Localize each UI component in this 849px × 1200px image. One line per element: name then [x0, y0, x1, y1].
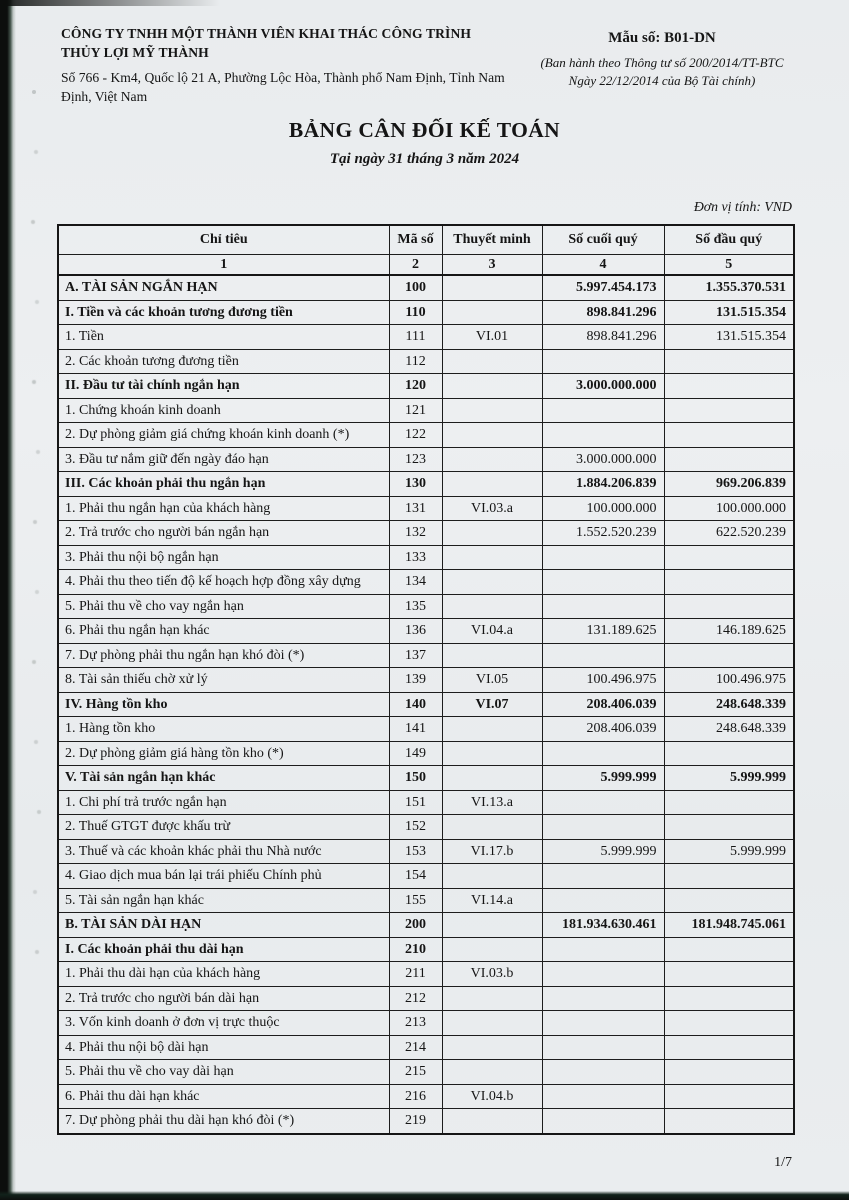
table-row [58, 692, 794, 717]
cell-end-quarter [542, 962, 664, 987]
cell-start-quarter [664, 888, 794, 913]
cell-note [442, 275, 542, 300]
cell-label: 4. Phải thu nội bộ dài hạn [58, 1035, 389, 1060]
cell-code: 211 [389, 962, 442, 987]
table-row [58, 521, 794, 546]
cell-label: II. Đầu tư tài chính ngắn hạn [58, 374, 389, 399]
form-note-line2: Ngày 22/12/2014 của Bộ Tài chính) [568, 72, 756, 88]
column-header-end-quarter: Số cuối quý [542, 225, 664, 254]
table-row [58, 913, 794, 938]
cell-note [442, 815, 542, 840]
cell-start-quarter: 100.496.975 [664, 668, 794, 693]
column-header-row [58, 225, 794, 254]
table-row [58, 741, 794, 766]
cell-code: 132 [389, 521, 442, 546]
cell-end-quarter [542, 1060, 664, 1085]
cell-label: 6. Phải thu dài hạn khác [58, 1084, 389, 1109]
cell-start-quarter [664, 1109, 794, 1134]
cell-note [442, 1011, 542, 1036]
table-row [58, 766, 794, 791]
column-index-4: 4 [542, 254, 664, 275]
cell-end-quarter [542, 594, 664, 619]
cell-label: 1. Chi phí trả trước ngắn hạn [58, 790, 389, 815]
cell-end-quarter [542, 545, 664, 570]
form-note-line1: (Ban hành theo Thông tư số 200/2014/TT-BTC [540, 55, 784, 70]
cell-end-quarter: 3.000.000.000 [542, 447, 664, 472]
form-number: Mẫu số: B01-DN [608, 30, 716, 46]
table-row [58, 962, 794, 987]
form-reference [512, 30, 812, 89]
cell-note: VI.17.b [442, 839, 542, 864]
cell-code: 214 [389, 1035, 442, 1060]
company-name: CÔNG TY TNHH MỘT THÀNH VIÊN KHAI THÁC CÔNG TRÌNH THỦY LỢI MỸ THÀNH [61, 26, 472, 61]
cell-note: VI.03.a [442, 496, 542, 521]
cell-label: 3. Phải thu nội bộ ngắn hạn [58, 545, 389, 570]
table-row [58, 423, 794, 448]
table-row [58, 374, 794, 399]
cell-end-quarter [542, 1109, 664, 1134]
cell-start-quarter [664, 962, 794, 987]
scan-bottom-edge [0, 1191, 849, 1200]
table-row [58, 986, 794, 1011]
table-row [58, 1084, 794, 1109]
cell-code: 149 [389, 741, 442, 766]
cell-note [442, 913, 542, 938]
cell-start-quarter: 100.000.000 [664, 496, 794, 521]
cell-label: 2. Trả trước cho người bán ngắn hạn [58, 521, 389, 546]
cell-end-quarter: 100.496.975 [542, 668, 664, 693]
column-index-3: 3 [442, 254, 542, 275]
table-row [58, 570, 794, 595]
cell-start-quarter [664, 570, 794, 595]
cell-note [442, 570, 542, 595]
cell-code: 153 [389, 839, 442, 864]
cell-end-quarter [542, 570, 664, 595]
cell-code: 151 [389, 790, 442, 815]
table-row [58, 300, 794, 325]
cell-label: A. TÀI SẢN NGẮN HẠN [58, 275, 389, 300]
cell-end-quarter [542, 986, 664, 1011]
table-row [58, 447, 794, 472]
cell-note: VI.03.b [442, 962, 542, 987]
cell-end-quarter: 131.189.625 [542, 619, 664, 644]
cell-start-quarter: 131.515.354 [664, 325, 794, 350]
cell-end-quarter [542, 398, 664, 423]
cell-end-quarter [542, 643, 664, 668]
cell-end-quarter [542, 741, 664, 766]
table-row [58, 398, 794, 423]
cell-end-quarter: 1.552.520.239 [542, 521, 664, 546]
table-body [58, 275, 794, 1134]
cell-label: 1. Chứng khoán kinh doanh [58, 398, 389, 423]
cell-label: 2. Dự phòng giảm giá chứng khoán kinh doanh (*) [58, 423, 389, 448]
cell-end-quarter [542, 1011, 664, 1036]
column-index-1: 1 [58, 254, 389, 275]
cell-start-quarter [664, 864, 794, 889]
cell-start-quarter: 248.648.339 [664, 692, 794, 717]
cell-label: 4. Giao dịch mua bán lại trái phiếu Chính phủ [58, 864, 389, 889]
column-index-2: 2 [389, 254, 442, 275]
cell-note: VI.05 [442, 668, 542, 693]
column-index-5: 5 [664, 254, 794, 275]
cell-end-quarter [542, 349, 664, 374]
table-row [58, 1060, 794, 1085]
table-row [58, 839, 794, 864]
cell-note [442, 717, 542, 742]
cell-label: 7. Dự phòng phải thu dài hạn khó đòi (*) [58, 1109, 389, 1134]
cell-end-quarter: 208.406.039 [542, 717, 664, 742]
table-row [58, 888, 794, 913]
cell-note: VI.13.a [442, 790, 542, 815]
cell-start-quarter [664, 423, 794, 448]
report-title: BẢNG CÂN ĐỐI KẾ TOÁN [288, 118, 561, 142]
table-row [58, 1035, 794, 1060]
cell-label: 3. Đầu tư nắm giữ đến ngày đáo hạn [58, 447, 389, 472]
table-row [58, 594, 794, 619]
cell-label: 1. Phải thu dài hạn của khách hàng [58, 962, 389, 987]
company-address: Số 766 - Km4, Quốc lộ 21 A, Phường Lộc Hòa, Thành phố Nam Định, Tỉnh Nam Định, Việt Nam [61, 69, 505, 104]
cell-code: 139 [389, 668, 442, 693]
cell-end-quarter [542, 815, 664, 840]
column-header-label: Chỉ tiêu [58, 225, 389, 254]
cell-start-quarter [664, 1060, 794, 1085]
table-row [58, 325, 794, 350]
currency-unit-label: Đơn vị tính: VND [693, 199, 792, 214]
cell-label: 1. Hàng tồn kho [58, 717, 389, 742]
scan-left-edge [0, 0, 16, 1200]
cell-end-quarter [542, 1084, 664, 1109]
cell-code: 215 [389, 1060, 442, 1085]
table-header [58, 225, 794, 275]
cell-start-quarter: 131.515.354 [664, 300, 794, 325]
cell-code: 112 [389, 349, 442, 374]
cell-code: 200 [389, 913, 442, 938]
cell-start-quarter [664, 815, 794, 840]
cell-start-quarter [664, 741, 794, 766]
cell-label: I. Tiền và các khoản tương đương tiền [58, 300, 389, 325]
table-row [58, 1011, 794, 1036]
cell-start-quarter: 1.355.370.531 [664, 275, 794, 300]
cell-label: 4. Phải thu theo tiến độ kế hoạch hợp đồng xây dựng [58, 570, 389, 595]
cell-start-quarter: 5.999.999 [664, 766, 794, 791]
cell-code: 121 [389, 398, 442, 423]
cell-code: 100 [389, 275, 442, 300]
cell-code: 110 [389, 300, 442, 325]
cell-start-quarter: 181.948.745.061 [664, 913, 794, 938]
table-row [58, 815, 794, 840]
cell-code: 216 [389, 1084, 442, 1109]
company-header [61, 24, 509, 106]
scan-top-edge [0, 0, 220, 6]
column-header-start-quarter: Số đầu quý [664, 225, 794, 254]
cell-label: 5. Tài sản ngắn hạn khác [58, 888, 389, 913]
cell-note: VI.04.b [442, 1084, 542, 1109]
cell-label: V. Tài sản ngắn hạn khác [58, 766, 389, 791]
cell-note [442, 398, 542, 423]
cell-code: 131 [389, 496, 442, 521]
cell-end-quarter: 5.997.454.173 [542, 275, 664, 300]
cell-code: 150 [389, 766, 442, 791]
cell-code: 130 [389, 472, 442, 497]
cell-note [442, 447, 542, 472]
cell-note [442, 545, 542, 570]
cell-code: 133 [389, 545, 442, 570]
cell-code: 122 [389, 423, 442, 448]
cell-note [442, 741, 542, 766]
column-index-row [58, 254, 794, 275]
table-row [58, 472, 794, 497]
cell-end-quarter [542, 888, 664, 913]
cell-note [442, 937, 542, 962]
cell-code: 140 [389, 692, 442, 717]
cell-label: 3. Thuế và các khoản khác phải thu Nhà nước [58, 839, 389, 864]
cell-end-quarter: 100.000.000 [542, 496, 664, 521]
cell-end-quarter: 5.999.999 [542, 839, 664, 864]
cell-start-quarter [664, 398, 794, 423]
cell-note [442, 300, 542, 325]
cell-code: 137 [389, 643, 442, 668]
table-row [58, 545, 794, 570]
cell-label: III. Các khoản phải thu ngắn hạn [58, 472, 389, 497]
table-row [58, 717, 794, 742]
cell-label: 6. Phải thu ngắn hạn khác [58, 619, 389, 644]
report-title-block [0, 118, 849, 168]
cell-start-quarter [664, 1084, 794, 1109]
cell-note [442, 1109, 542, 1134]
table-row [58, 619, 794, 644]
cell-note [442, 472, 542, 497]
cell-start-quarter: 146.189.625 [664, 619, 794, 644]
cell-end-quarter: 1.884.206.839 [542, 472, 664, 497]
table-row [58, 668, 794, 693]
table-row [58, 790, 794, 815]
table-row [58, 864, 794, 889]
cell-note: VI.14.a [442, 888, 542, 913]
cell-start-quarter: 5.999.999 [664, 839, 794, 864]
cell-code: 134 [389, 570, 442, 595]
cell-note [442, 1035, 542, 1060]
cell-start-quarter [664, 594, 794, 619]
cell-note: VI.07 [442, 692, 542, 717]
cell-end-quarter [542, 937, 664, 962]
balance-sheet-table [57, 224, 795, 1135]
cell-label: IV. Hàng tồn kho [58, 692, 389, 717]
cell-label: 1. Tiền [58, 325, 389, 350]
cell-end-quarter [542, 790, 664, 815]
cell-note [442, 1060, 542, 1085]
cell-code: 135 [389, 594, 442, 619]
cell-end-quarter [542, 864, 664, 889]
cell-code: 141 [389, 717, 442, 742]
cell-end-quarter: 898.841.296 [542, 325, 664, 350]
cell-start-quarter [664, 447, 794, 472]
table-row [58, 496, 794, 521]
table-row [58, 349, 794, 374]
cell-label: B. TÀI SẢN DÀI HẠN [58, 913, 389, 938]
cell-label: 2. Các khoản tương đương tiền [58, 349, 389, 374]
column-header-note: Thuyết minh [442, 225, 542, 254]
cell-note: VI.01 [442, 325, 542, 350]
cell-end-quarter [542, 423, 664, 448]
cell-code: 154 [389, 864, 442, 889]
cell-start-quarter [664, 937, 794, 962]
table-row [58, 275, 794, 300]
cell-start-quarter [664, 374, 794, 399]
cell-label: 2. Trả trước cho người bán dài hạn [58, 986, 389, 1011]
cell-code: 152 [389, 815, 442, 840]
cell-start-quarter [664, 545, 794, 570]
cell-note [442, 594, 542, 619]
scan-artifacts [32, 90, 36, 94]
cell-code: 111 [389, 325, 442, 350]
cell-label: 5. Phải thu về cho vay ngắn hạn [58, 594, 389, 619]
cell-code: 213 [389, 1011, 442, 1036]
page-number: 1/7 [774, 1155, 792, 1170]
cell-code: 123 [389, 447, 442, 472]
cell-code: 212 [389, 986, 442, 1011]
cell-note [442, 864, 542, 889]
cell-label: 8. Tài sản thiếu chờ xử lý [58, 668, 389, 693]
cell-start-quarter [664, 1011, 794, 1036]
cell-end-quarter: 3.000.000.000 [542, 374, 664, 399]
cell-start-quarter [664, 643, 794, 668]
table-row [58, 643, 794, 668]
cell-start-quarter [664, 790, 794, 815]
cell-code: 155 [389, 888, 442, 913]
column-header-code: Mã số [389, 225, 442, 254]
cell-note [442, 521, 542, 546]
cell-note [442, 766, 542, 791]
cell-start-quarter [664, 349, 794, 374]
report-date: Tại ngày 31 tháng 3 năm 2024 [329, 151, 520, 167]
table-row [58, 937, 794, 962]
cell-code: 219 [389, 1109, 442, 1134]
cell-end-quarter [542, 1035, 664, 1060]
cell-end-quarter: 5.999.999 [542, 766, 664, 791]
cell-start-quarter: 969.206.839 [664, 472, 794, 497]
cell-label: 3. Vốn kinh doanh ở đơn vị trực thuộc [58, 1011, 389, 1036]
cell-label: 2. Dự phòng giảm giá hàng tồn kho (*) [58, 741, 389, 766]
cell-end-quarter: 208.406.039 [542, 692, 664, 717]
cell-start-quarter: 622.520.239 [664, 521, 794, 546]
cell-code: 136 [389, 619, 442, 644]
cell-start-quarter [664, 1035, 794, 1060]
cell-end-quarter: 898.841.296 [542, 300, 664, 325]
cell-label: I. Các khoản phải thu dài hạn [58, 937, 389, 962]
cell-code: 120 [389, 374, 442, 399]
cell-note [442, 986, 542, 1011]
cell-end-quarter: 181.934.630.461 [542, 913, 664, 938]
cell-label: 5. Phải thu về cho vay dài hạn [58, 1060, 389, 1085]
form-issuance-note [512, 54, 812, 89]
cell-note [442, 374, 542, 399]
cell-label: 2. Thuế GTGT được khấu trừ [58, 815, 389, 840]
cell-note [442, 423, 542, 448]
cell-start-quarter: 248.648.339 [664, 717, 794, 742]
cell-code: 210 [389, 937, 442, 962]
cell-label: 7. Dự phòng phải thu ngắn hạn khó đòi (*) [58, 643, 389, 668]
cell-note [442, 643, 542, 668]
cell-note [442, 349, 542, 374]
table-row [58, 1109, 794, 1134]
cell-note: VI.04.a [442, 619, 542, 644]
cell-start-quarter [664, 986, 794, 1011]
cell-label: 1. Phải thu ngắn hạn của khách hàng [58, 496, 389, 521]
